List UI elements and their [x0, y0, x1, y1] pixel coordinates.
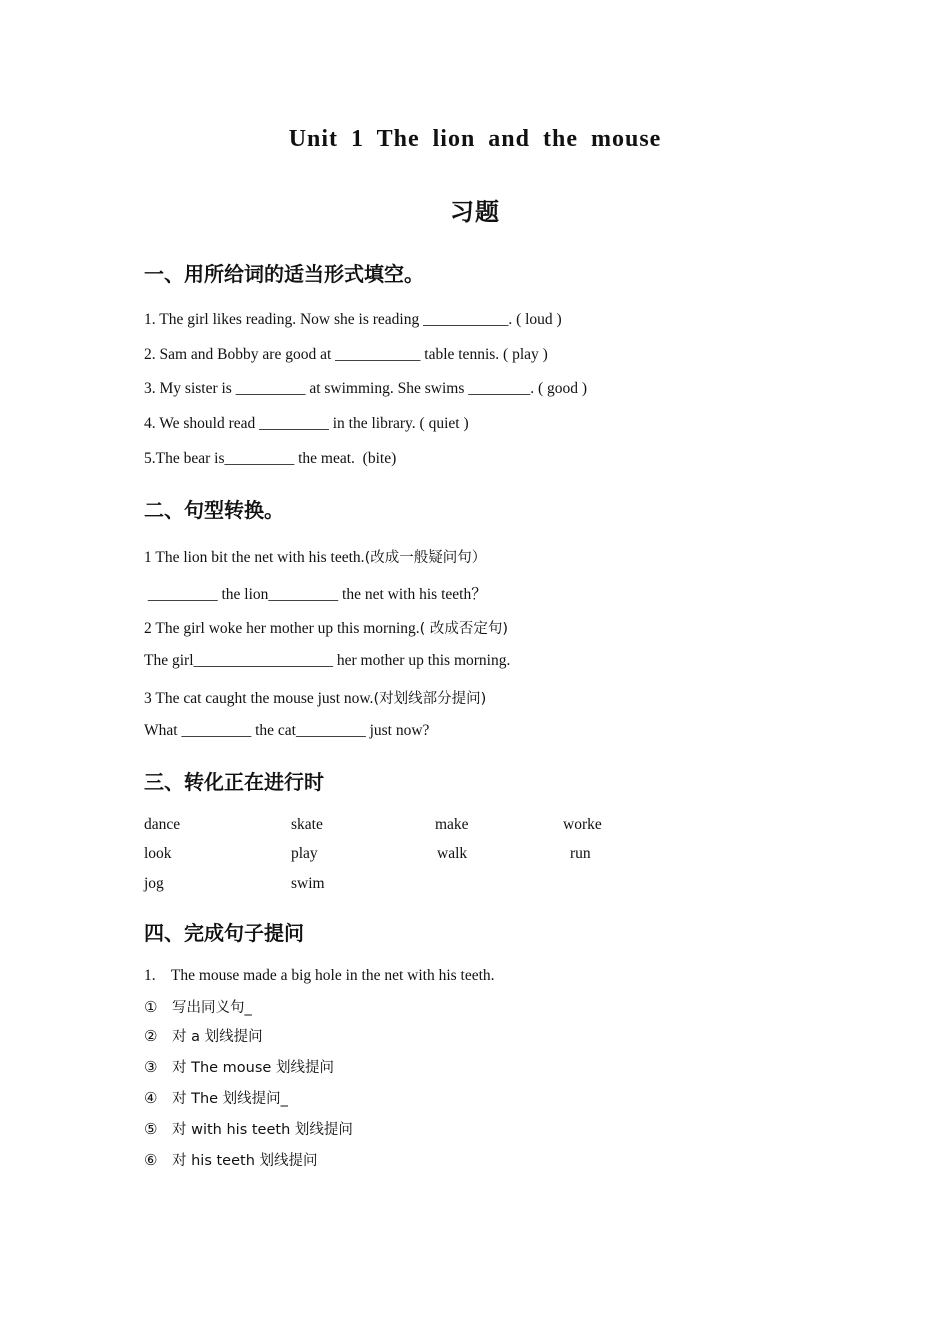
instruction-note: ( 改成否定句) — [419, 621, 509, 637]
section-2-question-2 — [144, 617, 508, 638]
section-1-item-1: 1. The girl likes reading. Now she is reading ___________. ( loud ) — [144, 311, 562, 328]
section-4-item — [144, 1025, 263, 1046]
section-1-heading: 一、用所给词的适当形式填空。 — [144, 262, 424, 286]
verb-word: look — [144, 845, 172, 862]
section-1-item-4: 4. We should read _________ in the library. ( quiet ) — [144, 415, 469, 432]
section-2-question-1 — [144, 546, 486, 567]
item-text: 写出同义句_ — [172, 1000, 252, 1016]
section-3-heading: 三、转化正在进行时 — [144, 770, 324, 794]
circled-number-marker: ① — [144, 998, 158, 1016]
item-text: 对 a 划线提问 — [172, 1029, 263, 1045]
item-text: 对 The mouse 划线提问 — [172, 1060, 334, 1076]
section-2-heading: 二、句型转换。 — [144, 498, 284, 522]
verb-word: worke — [563, 816, 602, 833]
section-2-answer-1: _________ the lion_________ the net with his teeth？ — [144, 586, 487, 603]
page-title: Unit 1 The lion and the mouse — [288, 126, 662, 152]
section-4-sentence: 1. The mouse made a big hole in the net with his teeth. — [144, 967, 495, 984]
section-4-item — [144, 1056, 334, 1077]
instruction-note: (对划线部分提问) — [373, 691, 487, 707]
verb-word: make — [435, 816, 469, 833]
verb-word: dance — [144, 816, 181, 833]
section-4-item — [144, 996, 252, 1017]
verb-word: walk — [437, 845, 468, 862]
verb-word: skate — [291, 816, 323, 833]
question-text: 3 The cat caught the mouse just now. — [144, 690, 374, 707]
section-1-item-3: 3. My sister is _________ at swimming. She swims ________. ( good ) — [144, 380, 588, 397]
circled-number-marker: ④ — [144, 1089, 158, 1107]
section-2-answer-3: What _________ the cat_________ just now? — [144, 722, 430, 739]
circled-number-marker: ③ — [144, 1058, 158, 1076]
circled-number-marker: ⑤ — [144, 1120, 158, 1138]
section-1-item-5: 5.The bear is_________ the meat. (bite) — [144, 450, 397, 467]
section-4-item — [144, 1118, 353, 1139]
question-text: 1 The lion bit the net with his teeth. — [144, 549, 365, 566]
section-4-item — [144, 1087, 288, 1108]
verb-word: play — [291, 845, 318, 862]
circled-number-marker: ② — [144, 1027, 158, 1045]
section-4-item — [144, 1149, 318, 1170]
section-2-answer-2: The girl__________________ her mother up this morning. — [144, 652, 511, 669]
verb-word: run — [570, 845, 591, 862]
item-text: 对 his teeth 划线提问 — [172, 1153, 318, 1169]
section-1-item-2: 2. Sam and Bobby are good at ___________ table tennis. ( play ) — [144, 346, 548, 363]
section-4-heading: 四、完成句子提问 — [144, 921, 304, 945]
question-text: 2 The girl woke her mother up this morning. — [144, 620, 420, 637]
page-subtitle: 习题 — [450, 198, 500, 226]
item-text: 对 The 划线提问_ — [172, 1091, 288, 1107]
circled-number-marker: ⑥ — [144, 1151, 158, 1169]
item-text: 对 with his teeth 划线提问 — [172, 1122, 353, 1138]
section-2-question-3 — [144, 687, 486, 708]
instruction-note: (改成一般疑问句） — [364, 550, 487, 566]
verb-word: jog — [144, 875, 164, 892]
verb-word: swim — [291, 875, 325, 892]
